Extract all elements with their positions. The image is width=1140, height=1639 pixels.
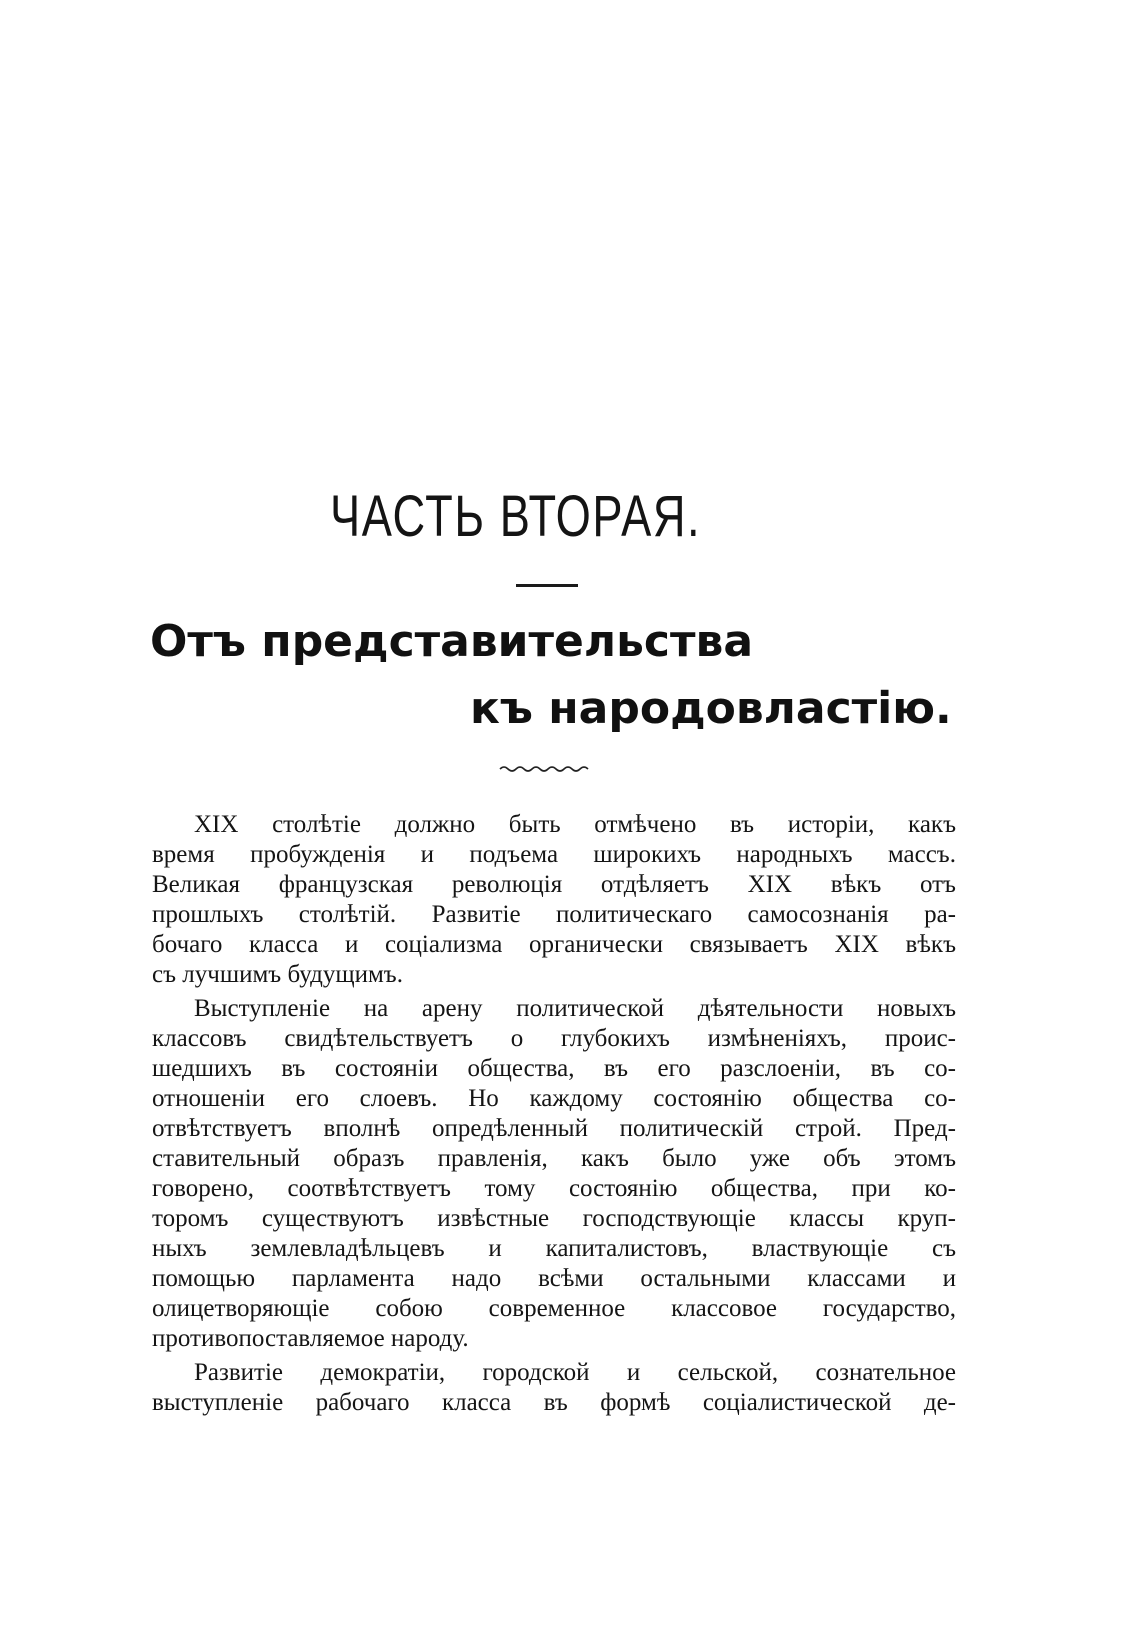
text-line: отвѣтствуетъ вполнѣ опредѣленный политическій строй. Пред- bbox=[152, 1115, 956, 1142]
text-line: противопоставляемое народу. bbox=[152, 1325, 469, 1352]
subtitle-line-1: Отъ представительства bbox=[150, 616, 754, 667]
text-line: бочаго класса и соціализма органически связываетъ XIX вѣкъ bbox=[152, 931, 956, 958]
text-line: помощью парламента надо всѣми остальными классами и bbox=[152, 1265, 956, 1292]
subtitle-line-2: къ народовластію. bbox=[470, 683, 952, 734]
paragraph-1 bbox=[152, 810, 956, 990]
text-line: время пробужденія и подъема широкихъ народныхъ массъ. bbox=[152, 841, 956, 868]
text-line: ставительный образъ правленія, какъ было уже объ этомъ bbox=[152, 1145, 956, 1172]
text-line: торомъ существуютъ извѣстные господствующіе классы круп- bbox=[152, 1205, 956, 1232]
ornament-divider bbox=[498, 763, 598, 773]
text-line: ныхъ землевладѣльцевъ и капиталистовъ, властвующіе съ bbox=[152, 1235, 956, 1262]
text-line: говорено, соотвѣтствуетъ тому состоянію общества, при ко- bbox=[152, 1175, 956, 1202]
text-line: Великая французская революція отдѣляетъ XIX вѣкъ отъ bbox=[152, 871, 956, 898]
text-line: выступленіе рабочаго класса въ формѣ соціалистической де- bbox=[152, 1389, 956, 1416]
text-line: шедшихъ въ состояніи общества, въ его разслоеніи, въ со- bbox=[152, 1055, 956, 1082]
body-text bbox=[152, 810, 956, 1418]
paragraph-3 bbox=[152, 1358, 956, 1418]
text-line: Выступленіе на арену политической дѣятельности новыхъ bbox=[194, 995, 956, 1022]
part-heading: ЧАСТЬ ВТОРАЯ. bbox=[330, 484, 702, 549]
paragraph-2 bbox=[152, 994, 956, 1354]
text-line: съ лучшимъ будущимъ. bbox=[152, 961, 403, 988]
text-line: XIX столѣтіе должно быть отмѣчено въ исторіи, какъ bbox=[194, 811, 956, 838]
text-line: олицетворяющіе собою современное классовое государство, bbox=[152, 1295, 956, 1322]
text-line: прошлыхъ столѣтій. Развитіе политическаго самосознанія ра- bbox=[152, 901, 956, 928]
text-line: Развитіе демократіи, городской и сельской, сознательное bbox=[194, 1359, 956, 1386]
text-line: классовъ свидѣтельствуетъ о глубокихъ измѣненіяхъ, проис- bbox=[152, 1025, 956, 1052]
text-line: отношеніи его слоевъ. Но каждому состоянію общества со- bbox=[152, 1085, 956, 1112]
heading-rule bbox=[516, 584, 578, 587]
